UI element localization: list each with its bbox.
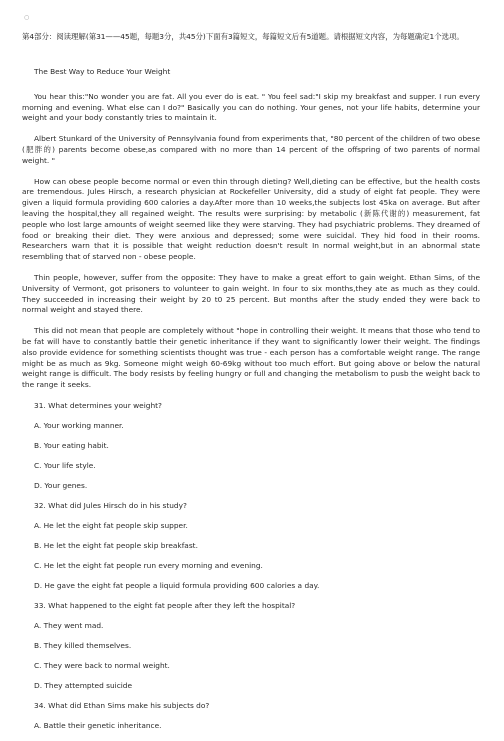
answer-option: D. They attempted suicide <box>34 680 133 690</box>
section-instructions: 第4部分：阅读理解(第31——45题，每题3分，共45分)下面有3篇短文，每篇短文后有5道题。请根据短文内容，为每题确定1个选项。 <box>22 32 464 41</box>
answer-option: B. They killed themselves. <box>34 640 132 650</box>
answer-option: B. Your eating habit. <box>34 440 109 450</box>
passage-paragraph: Thin people, however, suffer from the opposite: They have to make a great effort to gain weight. Ethan Sims, of the University of Vermont, got prisoners to volunteer to gain weight. In four to six months,they ate as much as they could. They succeeded in increasing their weight by 20 t0 25 percent. But months after the study ended they were back to normal weight and stayed there. <box>22 272 480 315</box>
question: 33. What happened to the eight fat people after they left the hospital? <box>34 600 296 610</box>
answer-option: B. He let the eight fat people skip breakfast. <box>34 540 198 550</box>
passage-paragraph: This did not mean that people are completely without "hope in controlling their weight. It means that those who tend to be fat will have to constantly battle their genetic inheritance if they want to significantly lower their weight. The findings also provide evidence for something scientists thought was true - each person has a comfortable weight range. The range might be as much as 9kg. Someone might weigh 60-69kg without too much effort. But going above or below the natural weight range is difficult. The body resists by feeling hungry or full and changing the metabolism to pusb the weight back to the range it seeks. <box>22 326 480 390</box>
question-list <box>34 401 480 732</box>
answer-option: C. He let the eight fat people run every morning and evening. <box>34 560 263 570</box>
answer-option: A. They went mad. <box>34 620 104 630</box>
reading-body <box>22 67 480 741</box>
question: 34. What did Ethan Sims make his subjects do? <box>34 700 210 710</box>
answer-option: A. He let the eight fat people skip supper. <box>34 520 188 530</box>
answer-option: A. Your working manner. <box>34 420 124 430</box>
answer-option: C. They were back to normal weight. <box>34 660 170 670</box>
answer-option: D. He gave the eight fat people a liquid formula providing 600 calories a day. <box>34 580 320 590</box>
question: 31. What determines your weight? <box>34 400 162 410</box>
answer-option: D. Your genes. <box>34 480 88 490</box>
passage-title: The Best Way to Reduce Your Weight <box>34 67 171 76</box>
answer-option: C. Your life style. <box>34 460 96 470</box>
page-mark: ○ <box>24 14 30 21</box>
answer-option: A. Battle their genetic inheritance. <box>34 720 162 730</box>
passage-paragraph: You hear this:"No wonder you are fat. All you ever do is eat. " You feel sad:"I skip my breakfast and supper. I run every morning and evening. What else can I do?" Basically you can do nothing. Your genes, not your life habits, determine your weight and your body constantly tries to maintain it. <box>22 91 480 123</box>
question: 32. What did Jules Hirsch do in his study? <box>34 500 187 510</box>
passage-paragraph: Albert Stunkard of the University of Pennsylvania found from experiments that, "80 percent of the children of two obese (肥胖的) parents become obese,as compared with no more than 14 percent of the offspring of two parents of normal weight. " <box>22 134 480 165</box>
passage-paragraph: How can obese people become normal or even thin through dieting? Well,dieting can be effective, but the health costs are tremendous. Jules Hirsch, a research physician at Rockefeller University, did a study of eight fat people. They were given a liquid formula providing 600 calories a day.After more than 10 weeks,the subjects lost 45ka on average. But after leaving the hospital,they all regained weight. The results were surprising: by metabolic (新陈代谢的) measurement, fat people who lost large amounts of weight seemed like they were starving. They had psychiatric problems. They dreamed of food or breaking their diet. They were anxious and depressed; some were suicidal. They hid food in their rooms. Researchers warn that it is possible that weight reduction doesn't result In normal weight,but in an abnormal state resembling that of starved non - obese people. <box>22 176 480 262</box>
